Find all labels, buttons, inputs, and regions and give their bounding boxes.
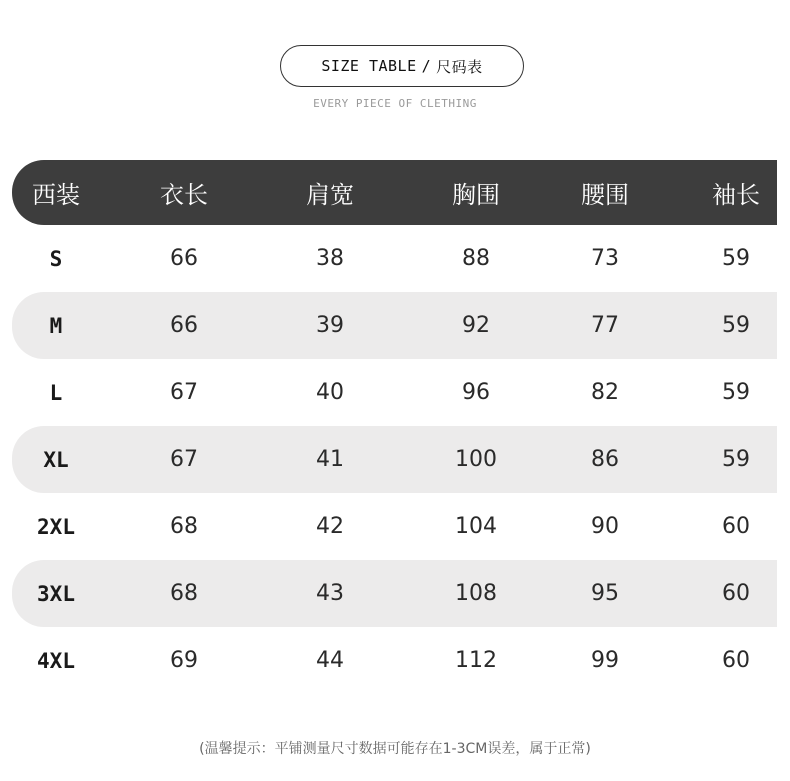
title-english: SIZE TABLE [321,57,417,75]
waist-value: 86 [591,447,619,472]
waist-value: 90 [591,514,619,539]
subtitle: EVERY PIECE OF CLETHING [313,97,477,110]
shoulder-value: 44 [316,648,344,673]
sleeve-value: 60 [722,648,750,673]
size-label: 3XL [37,581,75,606]
size-label: S [49,246,63,271]
shoulder-value: 43 [316,581,344,606]
measurement-note: (温馨提示：平铺测量尺寸数据可能存在1-3CM误差，属于正常) [199,741,591,757]
chest-value: 100 [455,447,497,472]
size-label: 4XL [37,648,75,673]
table-row [12,359,777,426]
shoulder-value: 42 [316,514,344,539]
table-row [12,225,777,292]
title-chinese: 尺码表 [436,57,483,76]
size-label: L [49,380,63,405]
waist-value: 77 [591,313,619,338]
sleeve-value: 60 [722,514,750,539]
length-value: 68 [170,514,198,539]
size-table [12,160,777,694]
chest-value: 88 [462,246,490,271]
column-header-length: 衣长 [160,181,208,209]
shoulder-value: 40 [316,380,344,405]
shoulder-value: 39 [316,313,344,338]
column-header-chest: 胸围 [452,181,500,209]
column-header-sleeve: 袖长 [712,181,760,209]
table-row [12,560,777,627]
title-pill [280,45,524,87]
size-label: 2XL [37,514,75,539]
waist-value: 82 [591,380,619,405]
sleeve-value: 59 [722,380,750,405]
waist-value: 95 [591,581,619,606]
column-header-shoulder: 肩宽 [306,181,354,209]
sleeve-value: 59 [722,313,750,338]
column-header-suit: 西装 [32,181,80,209]
chest-value: 108 [455,581,497,606]
length-value: 66 [170,246,198,271]
size-label: XL [43,447,69,472]
waist-value: 99 [591,648,619,673]
chest-value: 112 [455,648,497,673]
length-value: 67 [170,380,198,405]
length-value: 69 [170,648,198,673]
title-separator: / [421,57,432,75]
size-label: M [49,313,63,338]
table-row [12,426,777,493]
table-row [12,627,777,694]
sleeve-value: 59 [722,246,750,271]
length-value: 68 [170,581,198,606]
length-value: 66 [170,313,198,338]
table-row [12,493,777,560]
column-header-waist: 腰围 [581,181,629,209]
chest-value: 104 [455,514,497,539]
shoulder-value: 38 [316,246,344,271]
chest-value: 96 [462,380,490,405]
shoulder-value: 41 [316,447,344,472]
length-value: 67 [170,447,198,472]
table-row [12,292,777,359]
chest-value: 92 [462,313,490,338]
sleeve-value: 59 [722,447,750,472]
table-header-row [12,160,777,225]
sleeve-value: 60 [722,581,750,606]
waist-value: 73 [591,246,619,271]
